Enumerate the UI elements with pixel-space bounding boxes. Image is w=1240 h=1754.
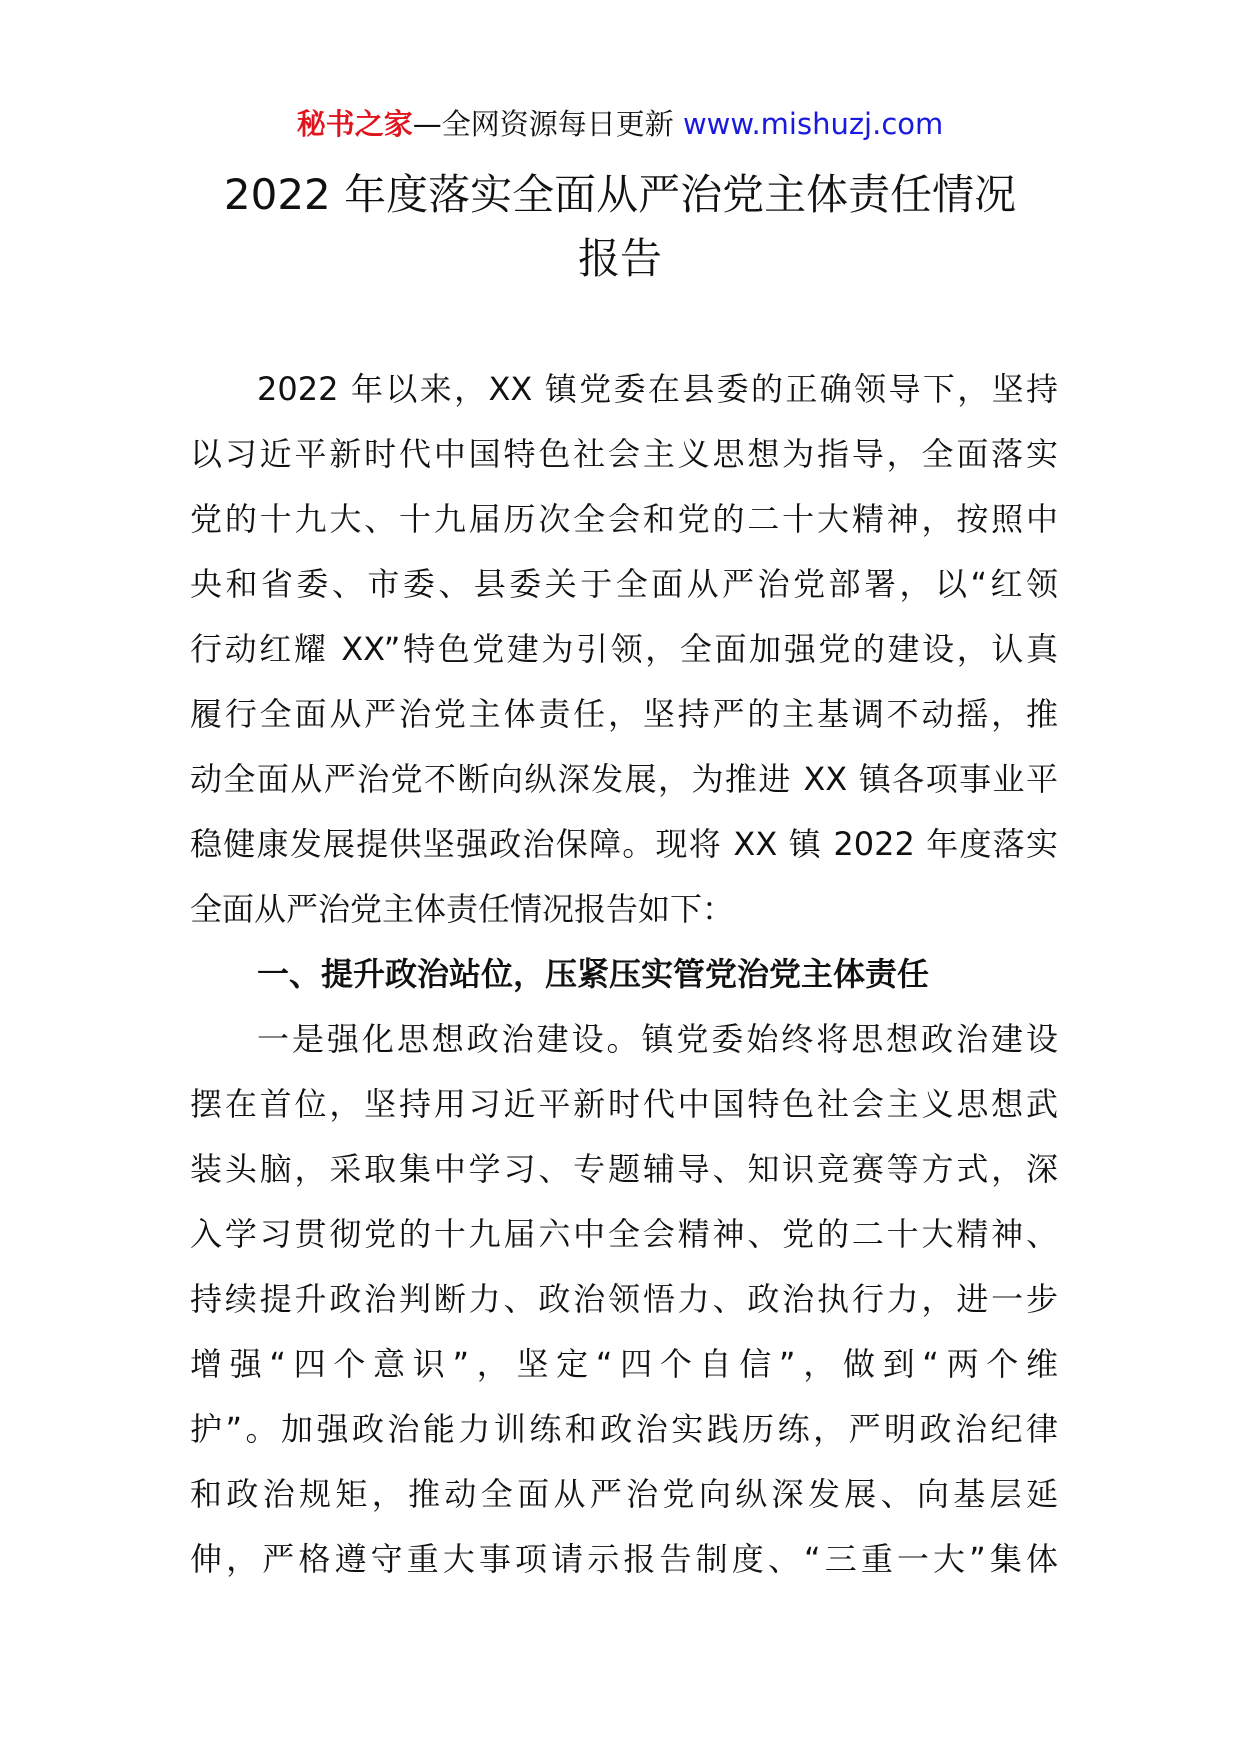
paragraph-line: 动全面从严治党不断向纵深发展，为推进 XX 镇各项事业平 (190, 760, 1058, 798)
paragraph-line: 增强“四个意识”，坚定“四个自信”，做到“两个维 (190, 1345, 1058, 1383)
title-line-2: 报告 (577, 234, 662, 283)
site-url: www.mishuzj.com (682, 107, 944, 141)
paragraph-line: 伸，严格遵守重大事项请示报告制度、“三重一大”集体 (190, 1540, 1058, 1578)
paragraph-line: 护”。加强政治能力训练和政治实践历练，严明政治纪律 (190, 1410, 1058, 1448)
title-line-1: 2022 年度落实全面从严治党主体责任情况 (223, 170, 1017, 219)
paragraph-2 (190, 1007, 1058, 1592)
paragraph-line: 一是强化思想政治建设。镇党委始终将思想政治建设 (257, 1020, 1058, 1058)
paragraph-line: 行动红耀 XX”特色党建为引领，全面加强党的建设，认真 (190, 630, 1058, 668)
paragraph-line: 装头脑，采取集中学习、专题辅导、知识竞赛等方式，深 (190, 1150, 1058, 1188)
header-tagline: —全网资源每日更新 (412, 107, 683, 141)
paragraph-line: 2022 年以来，XX 镇党委在县委的正确领导下，坚持 (257, 370, 1058, 408)
paragraph-line: 履行全面从严治党主体责任，坚持严的主基调不动摇，推 (190, 695, 1058, 733)
paragraph-line: 全面从严治党主体责任情况报告如下： (190, 890, 735, 928)
site-header (0, 104, 1240, 144)
document-title (0, 163, 1240, 291)
brand-name: 秘书之家 (296, 107, 413, 141)
section-heading-1: 一、提升政治站位，压紧压实管党治党主体责任 (257, 955, 930, 993)
paragraph-line: 入学习贯彻党的十九届六中全会精神、党的二十大精神、 (190, 1215, 1058, 1253)
paragraph-line: 以习近平新时代中国特色社会主义思想为指导，全面落实 (190, 435, 1058, 473)
paragraph-line: 持续提升政治判断力、政治领悟力、政治执行力，进一步 (190, 1280, 1058, 1318)
paragraph-line: 摆在首位，坚持用习近平新时代中国特色社会主义思想武 (190, 1085, 1058, 1123)
paragraph-line: 和政治规矩，推动全面从严治党向纵深发展、向基层延 (190, 1475, 1058, 1513)
paragraph-line: 稳健康发展提供坚强政治保障。现将 XX 镇 2022 年度落实 (190, 825, 1058, 863)
paragraph-1 (190, 357, 1058, 942)
document-body (190, 357, 1058, 1592)
paragraph-line: 党的十九大、十九届历次全会和党的二十大精神，按照中 (190, 500, 1058, 538)
paragraph-line: 央和省委、市委、县委关于全面从严治党部署，以“红领 (190, 565, 1058, 603)
